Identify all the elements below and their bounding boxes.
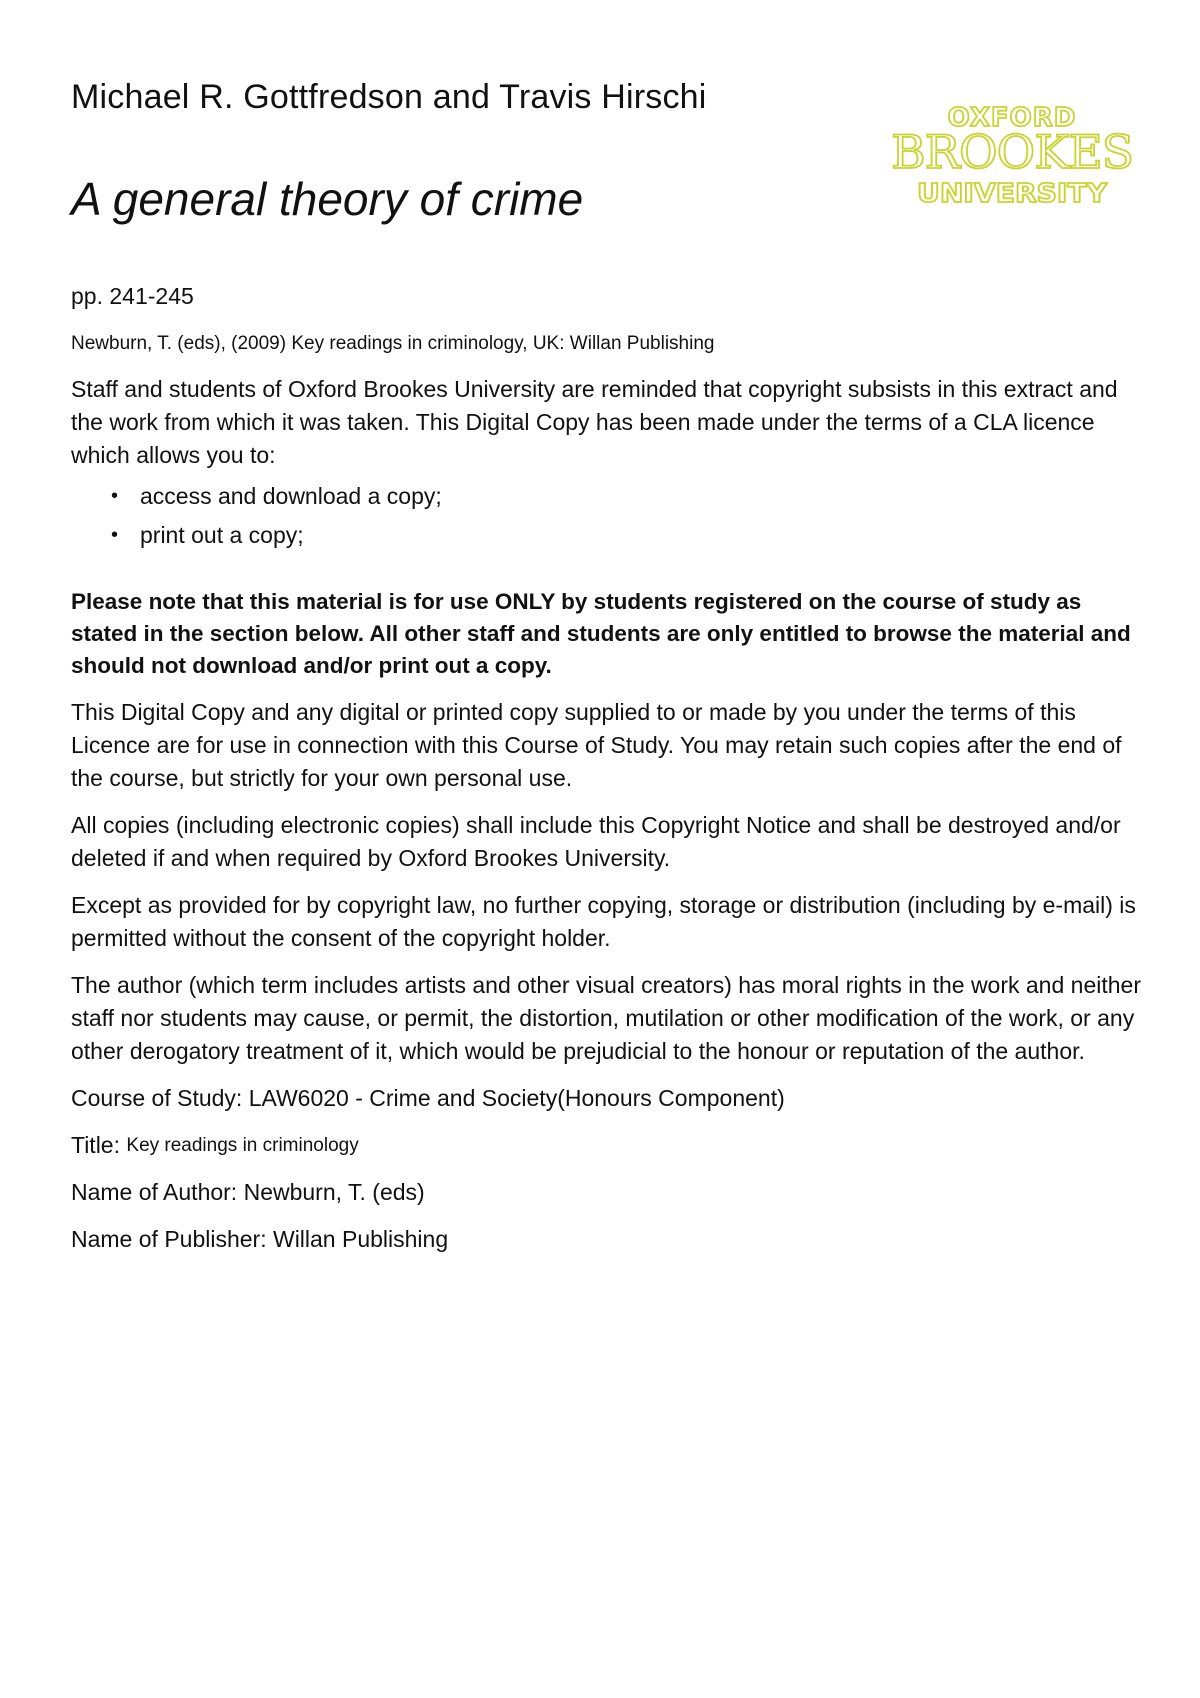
title-label: Title:: [71, 1132, 120, 1158]
publisher-name: Name of Publisher: Willan Publishing: [71, 1226, 449, 1252]
paragraph-moral-rights: The author (which term includes artists and other visual creators) has moral rights in the work and neither staff nor students may cause, or permit, the distortion, mutilation or other modification of the work, or any other derogatory treatment of it, which would be prejudicial to the honour or reputation of the author.: [71, 972, 1141, 1064]
logo-line-brookes: BROOKES: [891, 125, 1133, 179]
permission-list: [71, 480, 1141, 552]
paragraph-copying: Except as provided for by copyright law, no further copying, storage or distribution (including by e-mail) is permitted without the consent of the copyright holder.: [71, 892, 1136, 951]
author-name: Name of Author: Newburn, T. (eds): [71, 1179, 425, 1205]
title-value: Key readings in criminology: [126, 1135, 359, 1156]
page-range: pp. 241-245: [71, 283, 194, 309]
oxford-brookes-logo: [888, 102, 1136, 214]
logo-line-university: UNIVERSITY: [917, 179, 1109, 209]
authors-heading: Michael R. Gottfredson and Travis Hirschi: [71, 78, 707, 116]
intro-paragraph: Staff and students of Oxford Brookes University are reminded that copyright subsists in this extract and the work from which it was taken. This Digital Copy has been made under the terms of a CLA licence which allows you to:: [71, 376, 1118, 468]
title-line: [71, 1129, 1141, 1162]
list-item: • print out a copy;: [71, 519, 1141, 552]
copyright-notice-body: [71, 280, 1141, 1256]
paragraph-retention: This Digital Copy and any digital or printed copy supplied to or made by you under the terms of this Licence are for use in connection with this Course of Study. You may retain such copies after the end of the course, but strictly for your own personal use.: [71, 699, 1122, 791]
course-of-study: Course of Study: LAW6020 - Crime and Society(Honours Component): [71, 1085, 785, 1111]
list-item: • access and download a copy;: [71, 480, 1141, 513]
paragraph-destruction: All copies (including electronic copies) shall include this Copyright Notice and shall be destroyed and/or deleted if and when required by Oxford Brookes University.: [71, 812, 1121, 871]
restriction-notice: Please note that this material is for use ONLY by students registered on the course of study as stated in the section below. All other staff and students are only entitled to browse the material and should not download and/or print out a copy.: [71, 589, 1131, 678]
work-title: A general theory of crime: [71, 173, 584, 225]
logo-line-oxford: OXFORD: [947, 103, 1077, 133]
citation: Newburn, T. (eds), (2009) Key readings in criminology, UK: Willan Publishing: [71, 333, 715, 354]
